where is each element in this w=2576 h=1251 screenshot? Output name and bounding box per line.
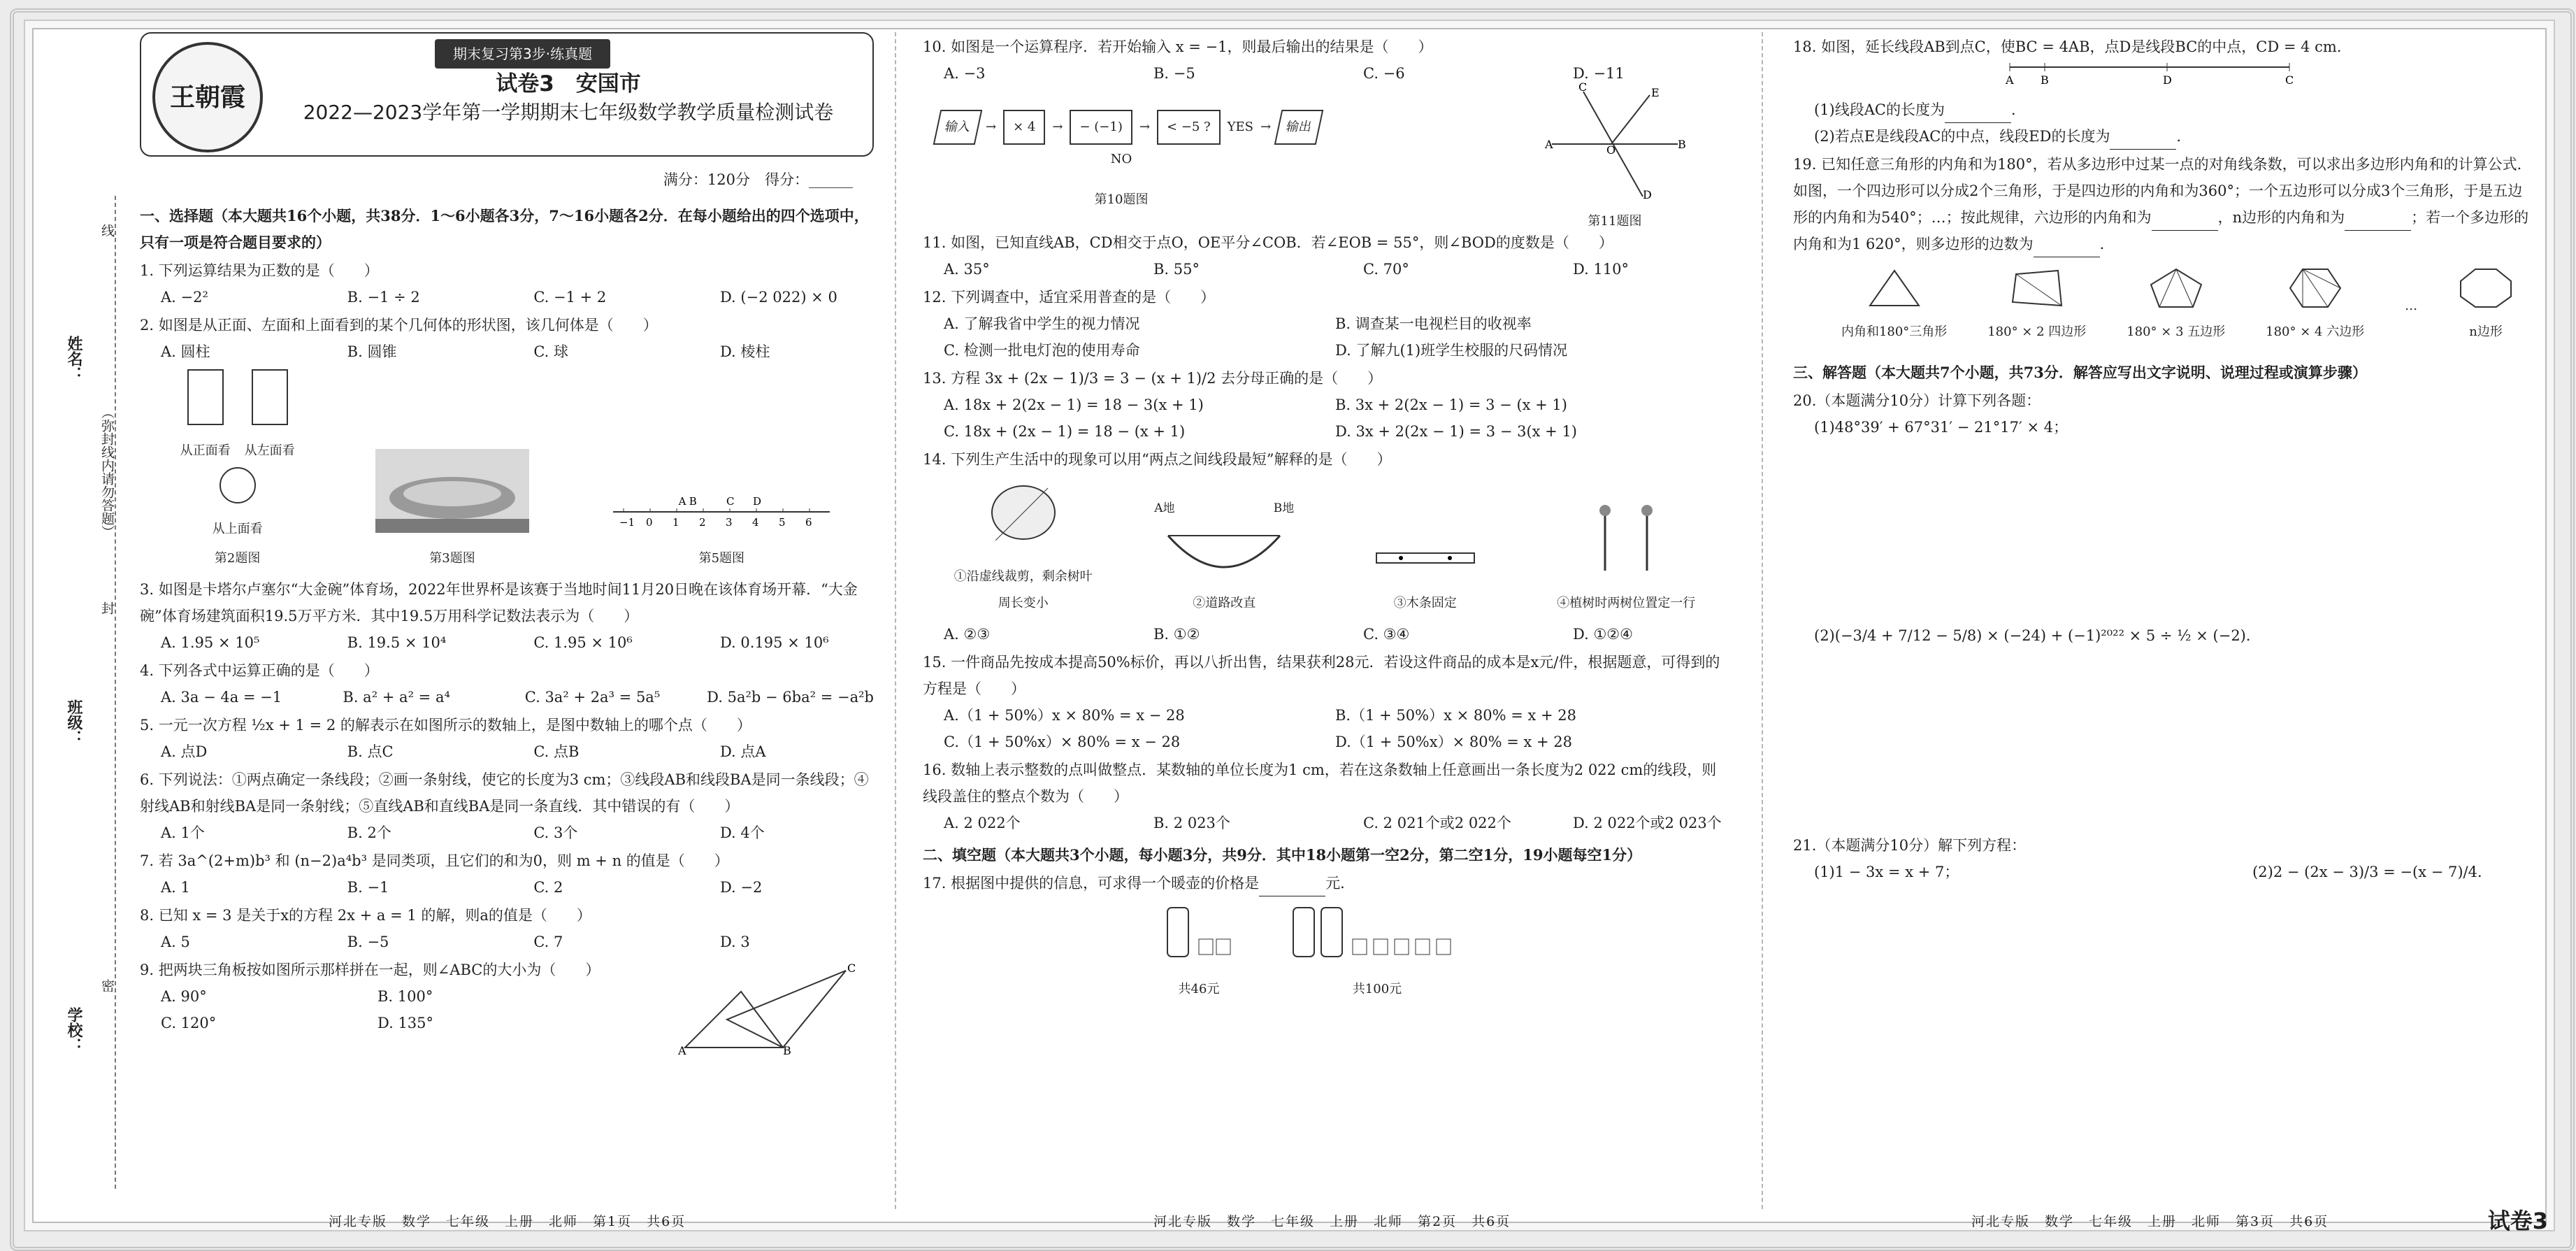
q7-option-a: A. 1 — [161, 879, 190, 896]
question-11 — [923, 229, 1727, 283]
number-line-tick-label: 0 — [646, 516, 653, 529]
fig1-caption: ①沿虚线裁剪，剩余树叶周长变小 — [954, 569, 1093, 610]
triangle-figure — [1841, 267, 1947, 345]
q12-option-d: D. 了解九(1)班学生校服的尺码情况 — [1335, 342, 1568, 359]
q11-option-c: C. 70° — [1363, 261, 1409, 278]
brand-logo — [152, 42, 263, 152]
q20-answer-area-2[interactable] — [1793, 649, 2534, 831]
q1-option-a: A. −2² — [161, 289, 208, 306]
q9-option-a: A. 90° — [161, 988, 207, 1005]
q14-option-a: A. ②③ — [944, 626, 991, 643]
q9-option-b: B. 100° — [377, 988, 433, 1005]
number-line-point-label: A — [678, 495, 686, 508]
figures-q10-q11 — [923, 80, 1727, 229]
q11-option-a: A. 35° — [944, 261, 990, 278]
number-line — [610, 484, 833, 533]
q6-option-a: A. 1个 — [161, 824, 205, 841]
svg-text:C: C — [1578, 80, 1588, 94]
q3-figure-caption: 第3题图 — [429, 551, 475, 566]
q8-stem: 8. 已知 x = 3 是关于x的方程 2x + a = 1 的解，则a的值是（ ） — [140, 907, 591, 924]
q3-option-a: A. 1.95 × 10⁵ — [161, 634, 260, 651]
left-view-label: 从左面看 — [244, 443, 295, 458]
q17-stem: 17. 根据图中提供的信息，可求得一个暖壶的价格是 — [923, 875, 1260, 892]
paper-header — [140, 32, 874, 157]
q4-option-c: C. 3a² + 2a³ = 5a⁵ — [524, 689, 661, 706]
q10-figure-caption: 第10题图 — [1094, 192, 1149, 207]
q18-part2-end: ． — [2176, 128, 2192, 145]
q4-option-a: A. 3a − 4a = −1 — [161, 689, 282, 706]
binding-tip: （弥封线内请勿答题） — [99, 406, 115, 538]
q18-blank-2[interactable] — [2110, 135, 2176, 150]
q14-option-c: C. ③④ — [1363, 626, 1410, 643]
thermos-set-1 — [1160, 901, 1237, 1003]
fig2-caption: ②道路改直 — [1193, 596, 1256, 610]
n-gon-figure — [2458, 267, 2514, 345]
q15-option-c: C.（1 + 50%x）× 80% = x − 28 — [944, 734, 1181, 750]
q16-option-b: B. 2 023个 — [1153, 815, 1230, 831]
q10-option-a: A. −3 — [944, 65, 986, 82]
column-3 — [1793, 32, 2534, 1209]
section-1-title: 一、选择题（本大题共16个小题，共38分．1～6小题各3分，7～16小题各2分．在每小题给出的四个选项中，只有一项是符合题目要求的） — [140, 207, 869, 251]
question-5 — [140, 712, 874, 765]
q14-stem: 14. 下列生产生活中的现象可以用“两点之间线段最短”解释的是（ ） — [923, 451, 1392, 468]
q2-option-d: D. 棱柱 — [719, 343, 770, 360]
question-12 — [923, 284, 1727, 364]
q13-option-d: D. 3x + 2(2x − 1) = 3 − 3(x + 1) — [1335, 423, 1577, 440]
q10-option-b: B. −5 — [1153, 65, 1195, 82]
svg-text:A: A — [678, 1044, 686, 1057]
flow-input: 输入 — [933, 110, 983, 145]
road-figure — [1154, 495, 1294, 617]
number-line-point-label: B — [689, 495, 698, 508]
q7-option-b: B. −1 — [347, 879, 389, 896]
q2-option-b: B. 圆锥 — [347, 343, 397, 360]
stadium-photo — [375, 449, 529, 533]
logo-text: 王朝霞 — [169, 83, 245, 112]
q7-stem: 7. 若 3a^(2+m)b³ 和 (n−2)a⁴b³ 是同类项，且它们的和为0，则 m + n 的值是（ ） — [140, 852, 729, 869]
school-label: 学校： — [65, 1007, 82, 1053]
question-4 — [140, 657, 874, 710]
q20-part1: (1)48°39′ + 67°31′ − 21°17′ × 4； — [1814, 419, 2068, 436]
a-place-label: A地 — [1154, 501, 1175, 515]
q15-stem: 15. 一件商品先按成本提高50%标价，再以八折出售，结果获利28元．若设这件商品的成本是x元/件，根据题意，可得到的方程是（ ） — [923, 654, 1720, 697]
name-label: 姓名： — [65, 336, 82, 382]
section-3-title: 三、解答题（本大题共7个小题，共73分．解答应写出文字说明、说理过程或演算步骤） — [1793, 364, 2367, 381]
q19-mid: ，n边形的内角和为 — [2217, 209, 2345, 226]
q6-stem: 6. 下列说法：①两点确定一条线段；②画一条射线，使它的长度为3 cm；③线段AB和线段BA是同一条线段；④射线AB和射线BA是同一条射线；⑤直线AB和直线BA是同一条直线．其中错误的有（ ） — [140, 771, 869, 815]
q14-option-b: B. ①② — [1153, 626, 1200, 643]
svg-text:C: C — [847, 962, 856, 975]
thermos-picture-1 — [1160, 901, 1237, 964]
number-line-tick-label: 1 — [672, 516, 679, 529]
q12-option-c: C. 检测一批电灯泡的使用寿命 — [944, 342, 1140, 359]
number-line-tick-label: 3 — [726, 516, 733, 529]
q18-blank-1[interactable] — [1945, 108, 2011, 123]
q13-stem: 13. 方程 3x + (2x − 1)/3 = 3 − (x + 1)/2 去分母正确的是（ ） — [923, 370, 1383, 387]
question-3 — [140, 576, 874, 656]
q19-blank-3[interactable] — [2034, 243, 2100, 257]
svg-text:B: B — [783, 1044, 791, 1057]
column-divider-1 — [895, 32, 896, 1209]
flow-output: 输出 — [1274, 110, 1324, 145]
section-2-title: 二、填空题（本大题共3个小题，每小题3分，共9分．其中18小题第一空2分，第二空1分，19小题每空1分） — [923, 846, 1642, 864]
q16-option-c: C. 2 021个或2 022个 — [1363, 815, 1511, 831]
q12-option-a: A. 了解我省中学生的视力情况 — [944, 315, 1140, 332]
question-19 — [1793, 151, 2534, 345]
q18-part1: (1)线段AC的长度为 — [1814, 101, 1945, 118]
q3-option-c: C. 1.95 × 10⁶ — [533, 634, 633, 651]
three-views-figure — [180, 369, 295, 572]
q21-stem: 21.（本题满分10分）解下列方程： — [1793, 837, 2027, 854]
q11-option-d: D. 110° — [1573, 261, 1629, 278]
binding-strip — [49, 196, 115, 1189]
question-1 — [140, 257, 874, 310]
q21-part2: (2)2 − (2x − 3)/3 = −(x − 7)/4． — [2252, 864, 2492, 880]
triangle-caption: 内角和180°三角形 — [1841, 324, 1948, 339]
q20-stem: 20.（本题满分10分）计算下列各题： — [1793, 392, 2041, 409]
q5-option-c: C. 点B — [533, 743, 580, 760]
road-picture — [1161, 522, 1287, 578]
point-d-label: D — [2163, 73, 2172, 87]
intersecting-lines — [1545, 81, 1685, 200]
hexagon-figure — [2266, 267, 2364, 345]
wood-strip-figure — [1355, 536, 1495, 617]
number-line-tick-label: 4 — [752, 516, 759, 529]
top-view-label: 从上面看 — [212, 522, 263, 536]
fig3-caption: ③木条固定 — [1393, 596, 1457, 610]
q15-option-d: D.（1 + 50%x）× 80% = x + 28 — [1335, 734, 1572, 750]
q21-part1: (1)1 − 3x = x + 7； — [1814, 864, 1959, 880]
q6-option-b: B. 2个 — [347, 824, 391, 841]
set-squares-figure — [678, 964, 860, 1055]
exam-label: 试卷3 — [2487, 1208, 2548, 1234]
question-18 — [1793, 34, 2534, 150]
mark-line: 线 — [99, 224, 115, 237]
number-line-tick-label: −1 — [619, 516, 635, 529]
front-view-rect — [187, 369, 224, 425]
q1-option-d: D. (−2 022) × 0 — [719, 289, 837, 306]
q8-option-d: D. 3 — [719, 934, 750, 950]
flow-condition: < −5 ? — [1157, 110, 1221, 145]
q3-option-b: B. 19.5 × 10⁴ — [347, 634, 447, 651]
leaf-figure — [954, 474, 1093, 617]
q11-stem: 11. 如图，已知直线AB，CD相交于点O，OE平分∠COB．若∠EOB = 55°，则∠BOD的度数是（ ） — [923, 234, 1613, 251]
q5-option-d: D. 点A — [719, 743, 766, 760]
q12-stem: 12. 下列调查中，适宜采用普查的是（ ） — [923, 289, 1216, 306]
question-14 — [923, 446, 1727, 648]
question-13 — [923, 365, 1727, 445]
left-view-rect — [252, 369, 288, 425]
q16-option-d: D. 2 022个或2 023个 — [1573, 815, 1722, 831]
q8-option-b: B. −5 — [347, 934, 389, 950]
step-tag: 期末复习第3步·练真题 — [435, 39, 610, 69]
mark-secret: 密 — [99, 979, 115, 992]
q7-option-d: D. −2 — [719, 879, 763, 896]
q15-option-b: B.（1 + 50%）x × 80% = x + 28 — [1335, 707, 1577, 724]
q9-stem: 9. 把两块三角板按如图所示那样拼在一起，则∠ABC的大小为（ ） — [140, 962, 600, 978]
top-view-circle — [220, 467, 256, 503]
q20-answer-area-1[interactable] — [1793, 441, 2534, 622]
q4-option-d: D. 5a²b − 6ba² = −a²b — [707, 689, 874, 706]
flow-multiply: × 4 — [1003, 110, 1045, 145]
front-view-label: 从正面看 — [180, 443, 231, 458]
q16-option-a: A. 2 022个 — [944, 815, 1021, 831]
q14-option-d: D. ①②④ — [1573, 626, 1633, 643]
q1-option-b: B. −1 ÷ 2 — [347, 289, 420, 306]
question-2 — [140, 312, 874, 365]
q3-option-d: D. 0.195 × 10⁶ — [719, 634, 829, 651]
svg-text:D: D — [1643, 188, 1652, 201]
flow-no: NO — [1110, 152, 1132, 166]
figures-row-q2-q3-q5 — [140, 369, 874, 572]
paper-subtitle: 2022—2023学年第一学期期末七年级数学教学质量检测试卷 — [303, 101, 834, 124]
q8-option-a: A. 5 — [161, 934, 190, 950]
quadrilateral-figure — [1987, 267, 2086, 345]
q10-option-c: C. −6 — [1363, 65, 1405, 82]
class-label: 班级： — [65, 699, 82, 745]
question-7 — [140, 848, 874, 901]
q14-figures — [923, 477, 1727, 617]
q17-unit: 元． — [1325, 875, 1355, 892]
q1-stem: 1. 下列运算结果为正数的是（ ） — [140, 262, 379, 279]
q11-option-b: B. 55° — [1153, 261, 1200, 278]
question-15 — [923, 649, 1727, 755]
svg-text:O: O — [1606, 143, 1616, 157]
point-b-label: B — [2041, 73, 2049, 87]
q19-blank-1[interactable] — [2152, 216, 2218, 231]
thermos-picture-2 — [1286, 901, 1468, 964]
q4-option-b: B. a² + a² = a⁴ — [343, 689, 450, 706]
point-a-label: A — [2006, 73, 2014, 87]
b-place-label: B地 — [1273, 501, 1295, 515]
flow-subtract: − (−1) — [1070, 110, 1132, 145]
flowchart-figure: 输入 → × 4 → − (−1) → < −5 ? YES → 输出 NO 第10题图 — [923, 103, 1320, 213]
q7-option-c: C. 2 — [533, 879, 563, 896]
q13-option-a: A. 18x + 2(2x − 1) = 18 − 3(x + 1) — [944, 396, 1204, 413]
q2-option-a: A. 圆柱 — [161, 343, 210, 360]
pentagon-caption: 180° × 3 五边形 — [2127, 324, 2226, 339]
q2-figure-caption: 第2题图 — [214, 551, 261, 566]
segment-figure — [2003, 60, 2296, 88]
q2-stem: 2. 如图是从正面、左面和上面看到的某个几何体的形状图，该几何体是（ ） — [140, 317, 658, 334]
polygon-figures — [1821, 267, 2534, 345]
svg-text:E: E — [1651, 86, 1660, 99]
q16-stem: 16. 数轴上表示整数的点叫做整点．某数轴的单位长度为1 cm，若在这条数轴上任意画出一条长度为2 022 cm的线段，则线段盖住的整点个数为（ ） — [923, 762, 1717, 805]
column-2 — [923, 32, 1727, 1209]
footer-page-3: 河北专版 数学 七年级 上册 北师 第3页 共6页 — [1971, 1214, 2329, 1229]
q5-option-a: A. 点D — [161, 743, 208, 760]
paper-title: 试卷3 安国市 — [496, 71, 641, 96]
leaf-picture — [985, 474, 1062, 551]
q19-stem: 19. 已知任意三角形的内角和为180°，若从多边形中过某一点的对角线条数，可以求出多边形内角和的计算公式．如图，一个四边形可以分成2个三角形，于是四边形的内角和为360°；一个五边形可以分成3个三角形，于是五边形的内角和为540°；…；按此规律，六边形的内角和为 — [1793, 156, 2532, 226]
q5-option-b: B. 点C — [347, 743, 394, 760]
intersecting-lines-figure — [1545, 81, 1685, 235]
number-line-point-label: C — [726, 495, 735, 508]
q5-stem: 5. 一元一次方程 ½x + 1 = 2 的解表示在如图所示的数轴上，是图中数轴上的哪个点（ ） — [140, 717, 751, 734]
q12-option-b: B. 调查某一电视栏目的收视率 — [1335, 315, 1532, 332]
q13-option-b: B. 3x + 2(2x − 1) = 3 − (x + 1) — [1335, 396, 1567, 413]
score-line: 满分：120分 得分：______ — [663, 171, 853, 188]
number-line-tick-label: 5 — [779, 516, 786, 529]
thermos-figures — [1160, 901, 1727, 1003]
question-20 — [1793, 387, 2534, 831]
question-6 — [140, 766, 874, 846]
question-17 — [923, 870, 1727, 1003]
mark-seal: 封 — [99, 601, 115, 615]
footer-page-2: 河北专版 数学 七年级 上册 北师 第2页 共6页 — [1153, 1214, 1511, 1229]
question-8 — [140, 902, 874, 955]
question-21 — [1793, 832, 2534, 885]
q8-option-c: C. 7 — [533, 934, 563, 950]
point-c-label: C — [2285, 73, 2294, 87]
pentagon-figure — [2127, 267, 2225, 345]
footer-page-1: 河北专版 数学 七年级 上册 北师 第1页 共6页 — [329, 1214, 686, 1229]
thermos-set-2 — [1286, 901, 1468, 1003]
q15-option-a: A.（1 + 50%）x × 80% = x − 28 — [944, 707, 1185, 724]
q9-option-d: D. 135° — [377, 1015, 434, 1031]
q9-option-c: C. 120° — [161, 1015, 217, 1031]
number-line-tick-label: 6 — [805, 516, 812, 529]
q6-option-c: C. 3个 — [533, 824, 578, 841]
trees-picture — [1581, 501, 1671, 578]
number-line-tick-label: 2 — [699, 516, 706, 529]
q13-option-c: C. 18x + (2x − 1) = 18 − (x + 1) — [944, 423, 1186, 440]
q1-option-c: C. −1 + 2 — [533, 289, 607, 306]
q2-option-c: C. 球 — [533, 343, 568, 360]
q11-figure-caption: 第11题图 — [1588, 214, 1642, 229]
stadium-photo-figure — [375, 449, 529, 572]
q17-answer-blank[interactable] — [1259, 882, 1325, 896]
column-divider-2 — [1762, 32, 1763, 1209]
q10-stem: 10. 如图是一个运算程序．若开始输入 x = −1，则最后输出的结果是（ ） — [923, 38, 1433, 55]
binding-line — [115, 196, 116, 1189]
trees-figure — [1556, 501, 1696, 617]
q5-figure-caption: 第5题图 — [698, 551, 745, 566]
thermos-price-2: 共100元 — [1352, 982, 1402, 996]
q20-part2: (2)(−3/4 + 7/12 − 5/8) × (−24) + (−1)²⁰²² × 5 ÷ ½ × (−2)． — [1814, 627, 2261, 644]
q19-mid2: ；若一个多边形的内角和为1 620°，则多边形的边数为 — [1793, 209, 2529, 252]
q19-end: ． — [2099, 236, 2115, 252]
q19-blank-2[interactable] — [2345, 216, 2411, 231]
q18-part1-end: ． — [2010, 101, 2026, 118]
question-9 — [140, 957, 874, 1057]
number-line-point-label: D — [753, 495, 762, 508]
thermos-price-1: 共46元 — [1178, 982, 1220, 996]
q10-option-d: D. −11 — [1573, 65, 1625, 82]
svg-text:B: B — [1678, 138, 1686, 151]
q4-stem: 4. 下列各式中运算正确的是（ ） — [140, 662, 379, 679]
q3-stem: 3. 如图是卡塔尔卢塞尔“大金碗”体育场，2022年世界杯是该赛于当地时间11月20日晚在该体育场开幕．“大金碗”体育场建筑面积19.5万平方米．其中19.5万用科学记数法表示为（ ） — [140, 581, 858, 624]
svg-text:A: A — [1545, 138, 1553, 151]
flow-yes: YES — [1227, 120, 1254, 134]
fig4-caption: ④植树时两树位置定一行 — [1557, 596, 1696, 610]
question-10 — [923, 34, 1727, 87]
q6-option-d: D. 4个 — [719, 824, 765, 841]
hexagon-caption: 180° × 4 六边形 — [2266, 324, 2365, 339]
ellipsis: … — [2405, 299, 2418, 313]
quad-caption: 180° × 2 四边形 — [1987, 324, 2087, 339]
column-1 — [140, 32, 874, 1209]
wood-strip-picture — [1369, 536, 1481, 578]
question-16 — [923, 757, 1727, 836]
n-gon-caption: n边形 — [2469, 324, 2503, 339]
q18-stem: 18. 如图，延长线段AB到点C，使BC = 4AB，点D是线段BC的中点，CD = 4 cm． — [1793, 38, 2352, 55]
number-line-figure — [610, 484, 833, 572]
q18-part2: (2)若点E是线段AC的中点，线段ED的长度为 — [1814, 128, 2110, 145]
